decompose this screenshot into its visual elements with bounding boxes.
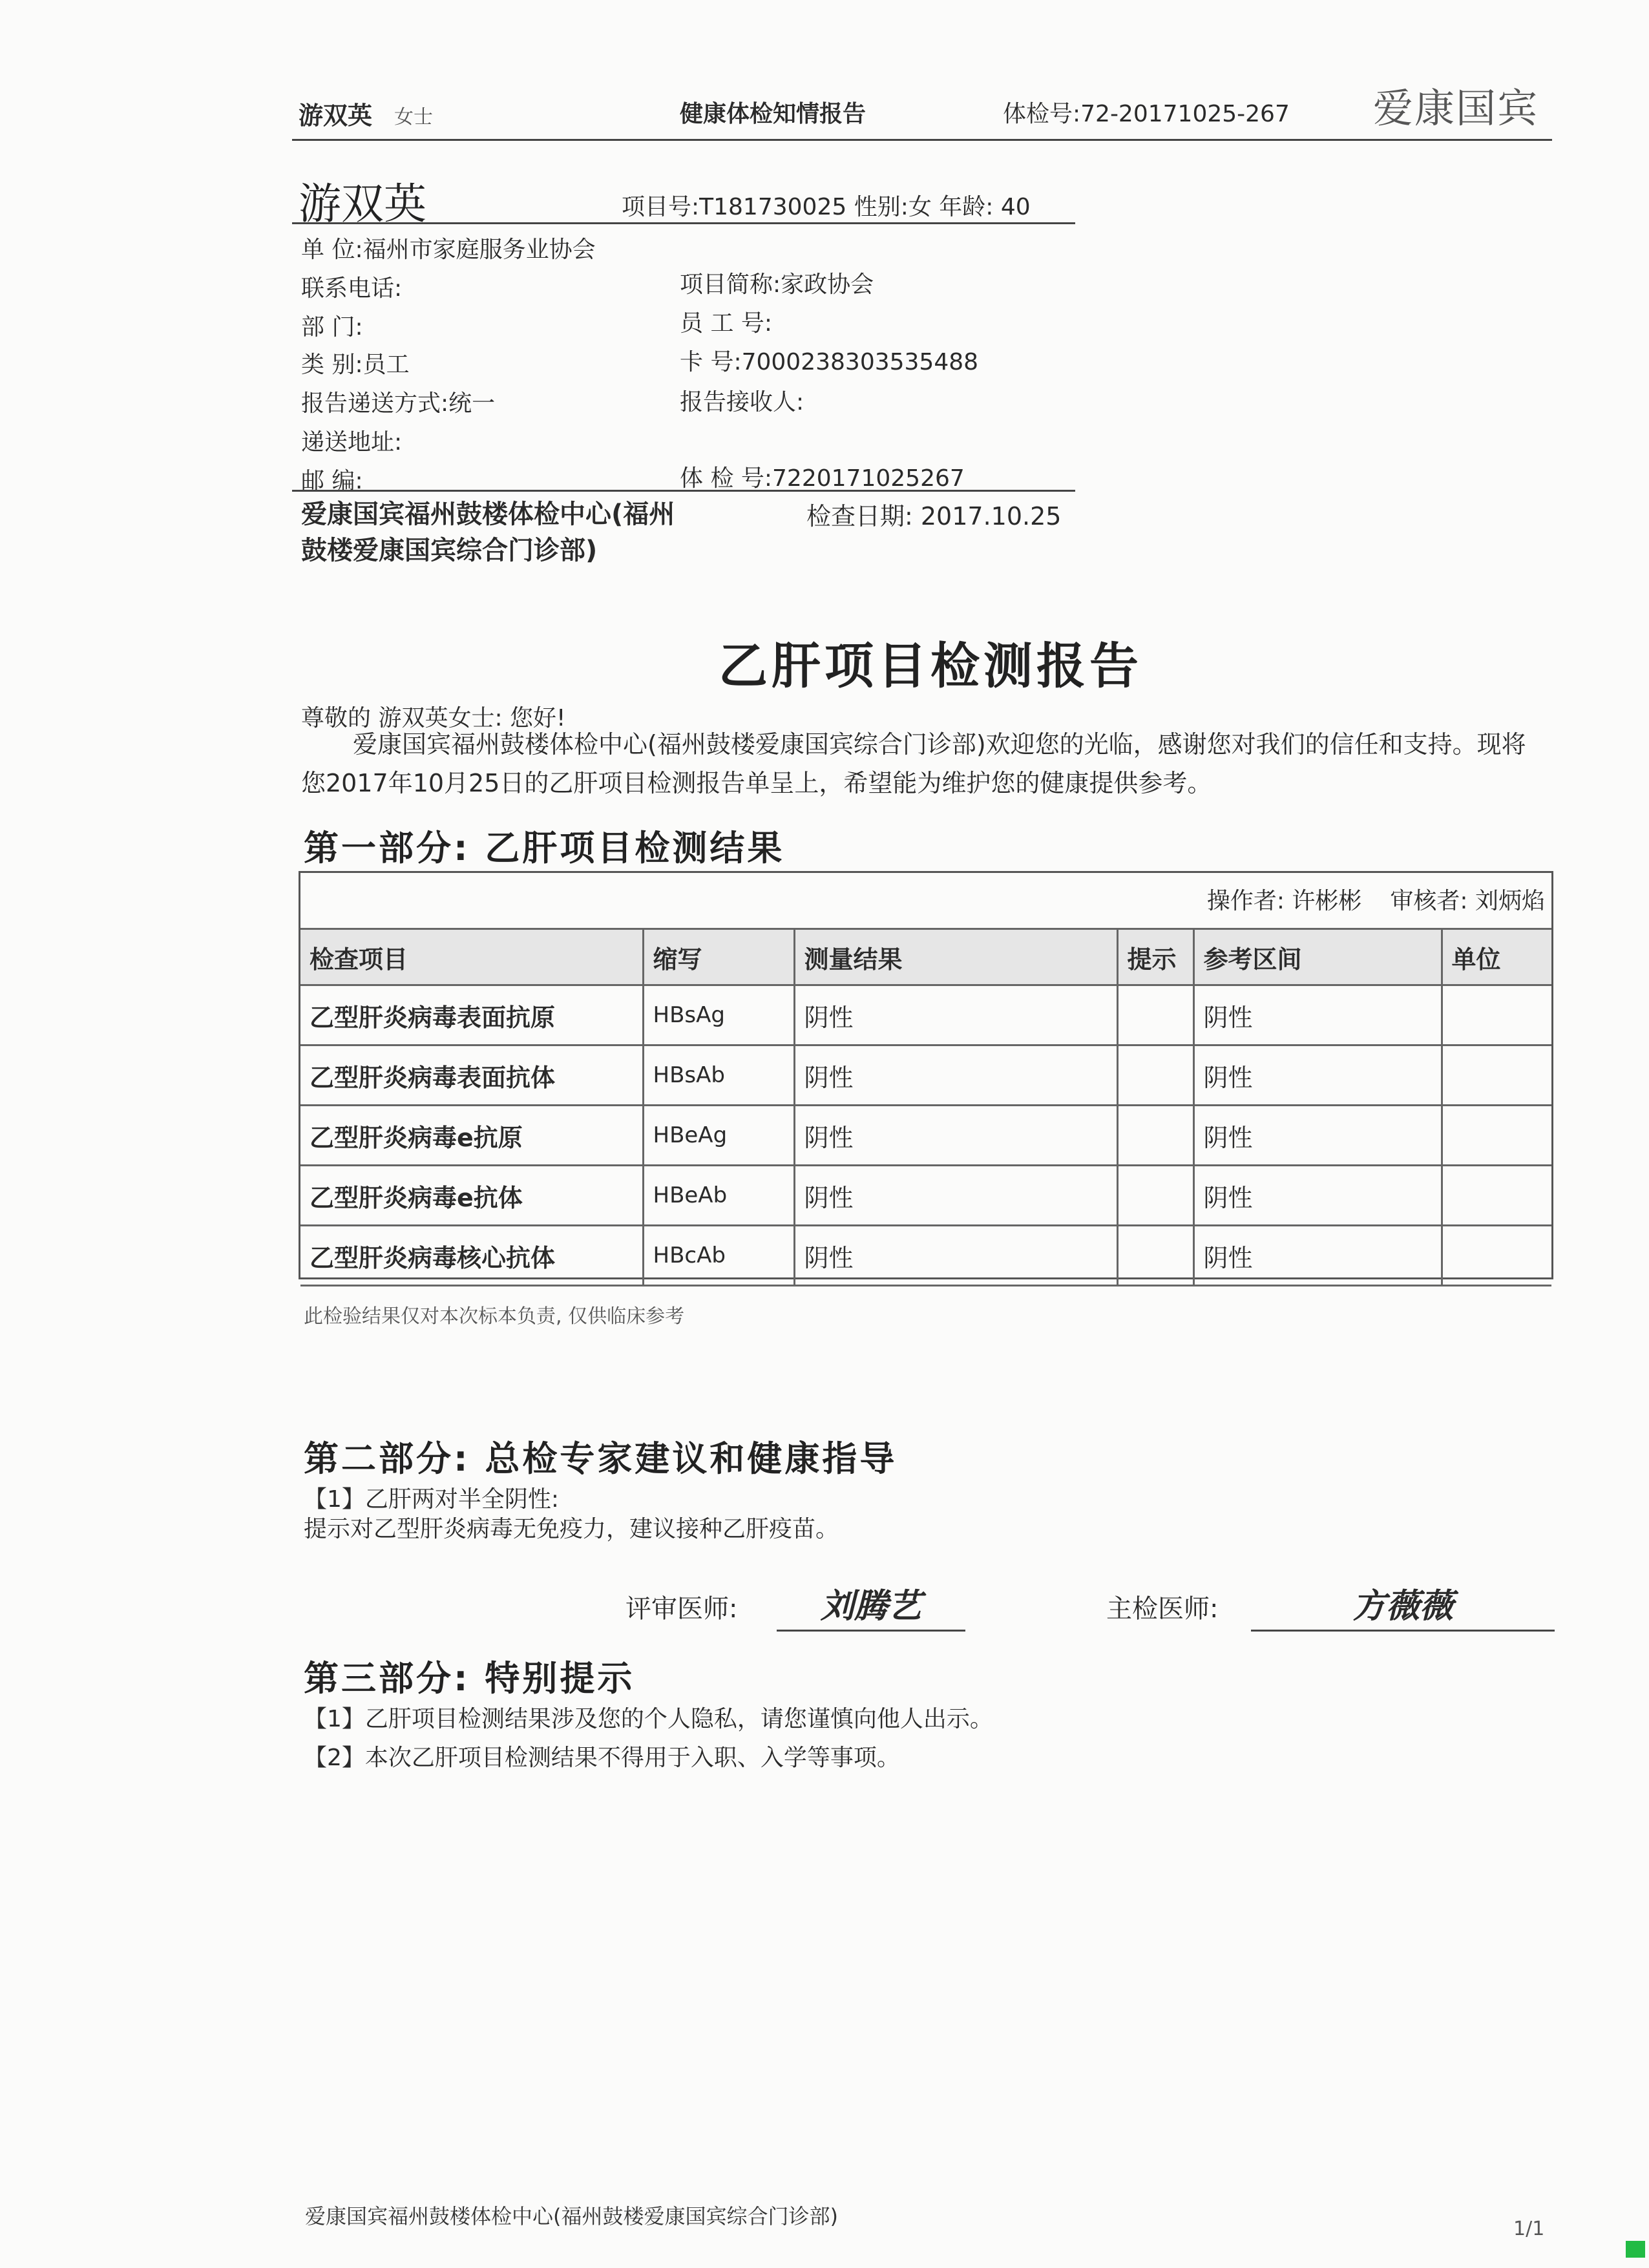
address-label: 递送地址: <box>301 429 403 456</box>
col-header-hint: 提示 <box>1117 929 1193 985</box>
dept-label: 部 门: <box>301 314 363 341</box>
cell-item: 乙型肝炎病毒表面抗体 <box>300 1045 643 1106</box>
cell-item: 乙型肝炎病毒核心抗体 <box>300 1226 643 1286</box>
receiver-row <box>680 384 804 417</box>
patient-name: 游双英 <box>299 179 426 229</box>
examno-row <box>680 460 965 493</box>
cell-reference: 阴性 <box>1193 985 1442 1045</box>
results-disclaimer: 此检验结果仅对本次标本负责, 仅供临床参考 <box>304 1305 685 1328</box>
cell-result: 阴性 <box>794 1045 1117 1106</box>
cell-hint <box>1117 985 1193 1045</box>
category-label: 类 别: <box>301 352 363 378</box>
col-header-unit: 单位 <box>1442 929 1551 985</box>
cell-reference: 阴性 <box>1193 1106 1442 1166</box>
col-header-item: 检查项目 <box>300 929 643 985</box>
header-divider <box>292 139 1552 141</box>
cell-reference: 阴性 <box>1193 1166 1442 1226</box>
cell-hint <box>1117 1045 1193 1106</box>
review-doctor-signature: 刘腾艺 <box>777 1579 965 1632</box>
advice-text: 提示对乙型肝炎病毒无免疫力，建议接种乙肝疫苗。 <box>304 1516 839 1542</box>
staff-label: 员 工 号: <box>680 310 773 337</box>
section-1-title: 第一部分: 乙肝项目检测结果 <box>304 828 785 868</box>
report-title: 乙肝项目检测报告 <box>719 637 1142 695</box>
col-header-reference: 参考区间 <box>1193 929 1442 985</box>
phone-row <box>301 270 402 303</box>
cell-abbr: HBcAb <box>643 1226 794 1286</box>
table-header-row <box>300 929 1551 985</box>
cell-abbr: HBsAb <box>643 1045 794 1106</box>
unit-value: 福州市家庭服务业协会 <box>362 236 596 263</box>
delivery-label: 报告递送方式: <box>301 390 449 417</box>
receiver-label: 报告接收人: <box>680 389 804 415</box>
results-box <box>299 871 1553 1279</box>
unit-label: 单 位: <box>301 236 363 263</box>
cell-reference: 阴性 <box>1193 1045 1442 1106</box>
footer-center-name: 爱康国宾福州鼓楼体检中心(福州鼓楼爱康国宾综合门诊部) <box>305 2204 838 2229</box>
examno-value: 7220171025267 <box>772 465 965 492</box>
cell-abbr: HBeAb <box>643 1166 794 1226</box>
table-row <box>300 1226 1551 1286</box>
greeting: 尊敬的 游双英女士: 您好! <box>301 705 566 731</box>
cell-abbr: HBsAg <box>643 985 794 1045</box>
operator: 操作者: 许彬彬 <box>1206 888 1362 914</box>
delivery-row <box>301 385 495 418</box>
phone-label: 联系电话: <box>301 275 403 302</box>
special-tip-2: 【2】本次乙肝项目检测结果不得用于入职、入学等事项。 <box>304 1745 900 1771</box>
category-value: 员工 <box>362 352 410 378</box>
category-row <box>301 346 410 379</box>
cell-item: 乙型肝炎病毒表面抗原 <box>300 985 643 1045</box>
card-value: 7000238303535488 <box>741 349 979 375</box>
examno-label: 体 检 号: <box>680 465 773 492</box>
brand-logo-text: 爱康国宾 <box>1373 85 1539 132</box>
table-row <box>300 985 1551 1045</box>
info-divider-top <box>292 222 1075 224</box>
operators <box>1207 883 1545 916</box>
cell-hint <box>1117 1226 1193 1286</box>
unit-row <box>301 231 596 264</box>
info-divider-bottom <box>292 490 1075 492</box>
cell-unit <box>1442 1226 1551 1286</box>
patient-meta: 项目号:T181730025 性别:女 年龄: 40 <box>622 194 1031 220</box>
cell-unit <box>1442 1166 1551 1226</box>
cell-abbr: HBeAg <box>643 1106 794 1166</box>
cell-unit <box>1442 1106 1551 1166</box>
card-row <box>680 344 978 377</box>
corner-mark <box>1626 2241 1645 2258</box>
header-title: 健康体检知情报告 <box>680 101 867 127</box>
header-name-suffix: 女士 <box>394 106 433 129</box>
project-value: 家政协会 <box>781 271 874 298</box>
cell-unit <box>1442 1045 1551 1106</box>
project-label: 项目简称: <box>680 271 781 298</box>
staff-row <box>680 305 772 338</box>
advice-heading: 【1】乙肝两对半全阴性: <box>304 1486 560 1513</box>
table-row <box>300 1106 1551 1166</box>
chief-doctor-label: 主检医师: <box>1106 1594 1219 1624</box>
results-table <box>300 928 1551 1286</box>
delivery-value: 统一 <box>448 390 496 417</box>
table-row <box>300 1045 1551 1106</box>
address-row <box>301 424 402 457</box>
header-patient-name: 游双英 <box>299 101 373 130</box>
cell-result: 阴性 <box>794 1226 1117 1286</box>
col-header-abbr: 缩写 <box>643 929 794 985</box>
cell-result: 阴性 <box>794 1106 1117 1166</box>
cell-unit <box>1442 985 1551 1045</box>
cell-result: 阴性 <box>794 985 1117 1045</box>
section-3-title: 第三部分: 特别提示 <box>304 1658 635 1699</box>
exam-date: 检查日期: 2017.10.25 <box>806 502 1062 530</box>
page-number: 1/1 <box>1513 2218 1545 2240</box>
card-label: 卡 号: <box>680 349 742 375</box>
cell-item: 乙型肝炎病毒e抗原 <box>300 1106 643 1166</box>
exam-center-name: 爱康国宾福州鼓楼体检中心(福州鼓楼爱康国宾综合门诊部) <box>301 499 675 565</box>
section-2-title: 第二部分: 总检专家建议和健康指导 <box>304 1438 898 1479</box>
postcode-label: 邮 编: <box>301 468 363 494</box>
header-exam-number: 体检号:72-20171025-267 <box>1003 101 1290 127</box>
special-tip-1: 【1】乙肝项目检测结果涉及您的个人隐私，请您谨慎向他人出示。 <box>304 1706 993 1732</box>
dept-row <box>301 309 363 342</box>
table-row <box>300 1166 1551 1226</box>
cell-hint <box>1117 1166 1193 1226</box>
project-row <box>680 266 874 299</box>
intro-paragraph: 爱康国宾福州鼓楼体检中心(福州鼓楼爱康国宾综合门诊部)欢迎您的光临，感谢您对我们的信任和支持。现将您2017年10月25日的乙肝项目检测报告单呈上，希望能为维护您的健康提供参考。 <box>301 730 1526 797</box>
review-doctor-label: 评审医师: <box>625 1594 738 1624</box>
cell-item: 乙型肝炎病毒e抗体 <box>300 1166 643 1226</box>
cell-result: 阴性 <box>794 1166 1117 1226</box>
cell-hint <box>1117 1106 1193 1166</box>
col-header-result: 测量结果 <box>794 929 1117 985</box>
chief-doctor-signature: 方薇薇 <box>1251 1579 1555 1632</box>
cell-reference: 阴性 <box>1193 1226 1442 1286</box>
reviewer: 审核者: 刘炳焰 <box>1390 888 1545 914</box>
